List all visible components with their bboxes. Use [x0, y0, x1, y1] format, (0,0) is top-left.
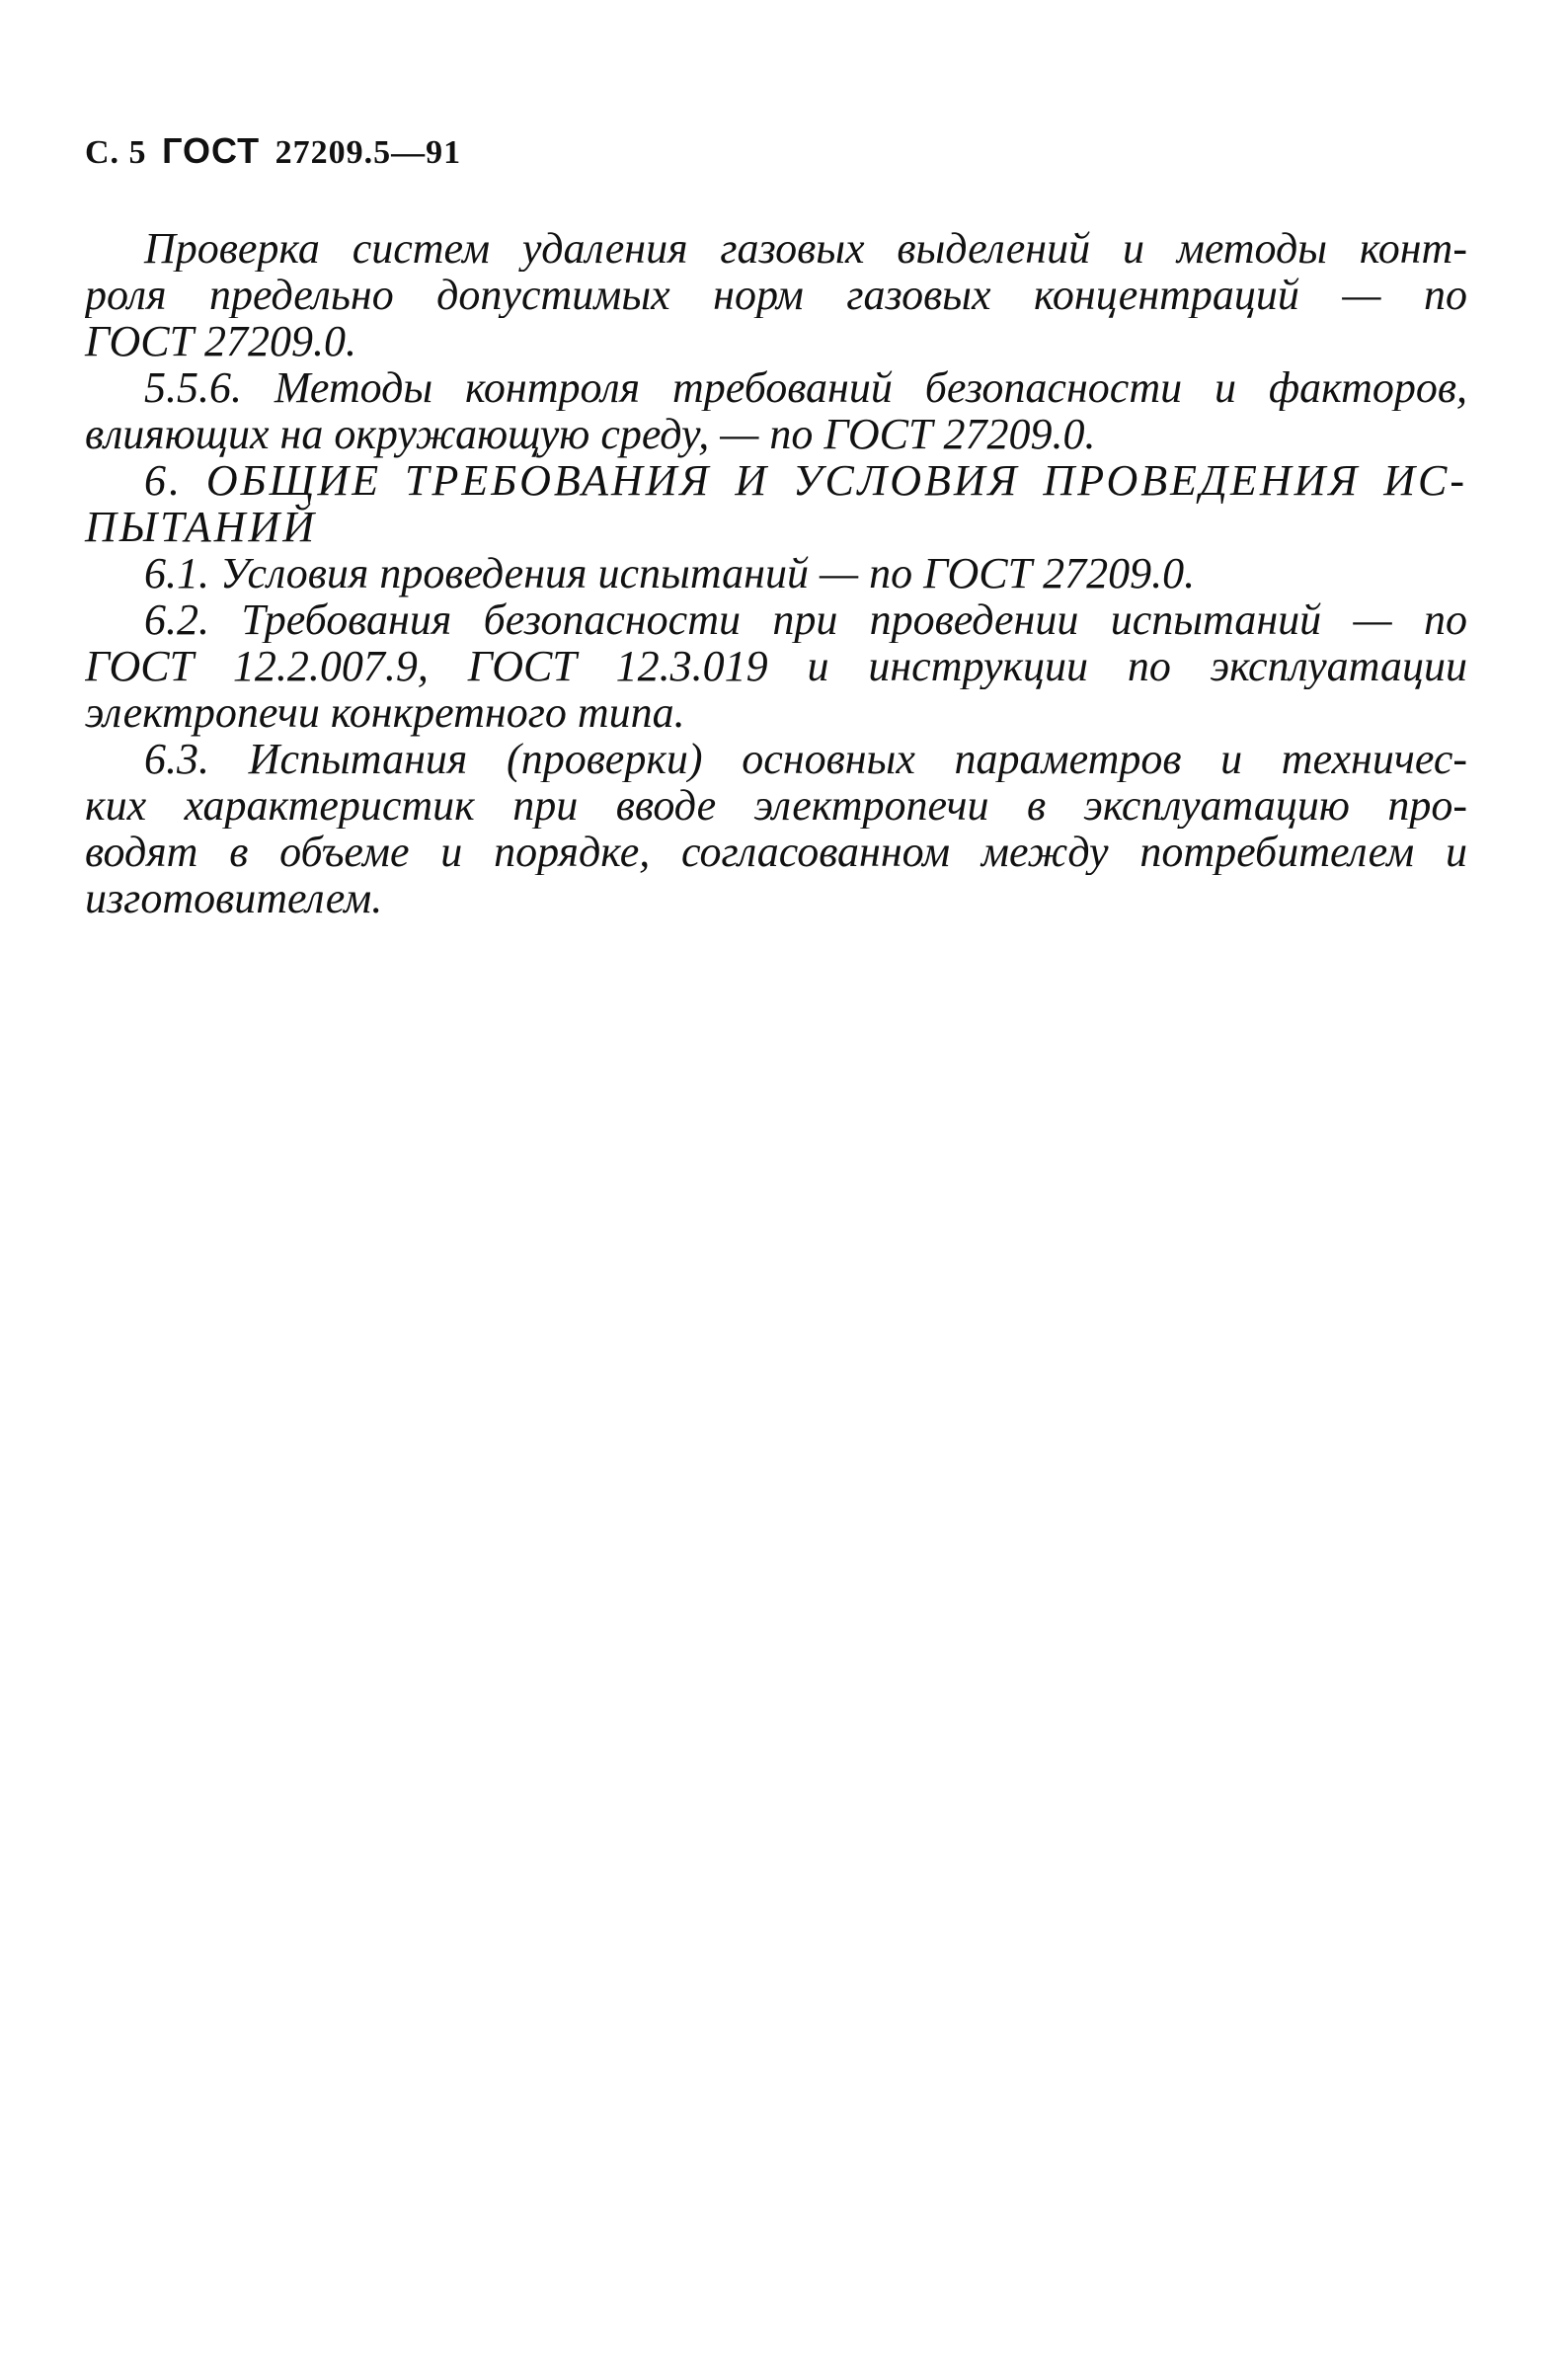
paragraph-gas-check-line-3: ГОСТ 27209.0.: [85, 317, 357, 365]
section-6-heading-line-2: ПЫТАНИЙ: [85, 503, 318, 551]
clause-6-2-line-2: ГОСТ 12.2.007.9, ГОСТ 12.3.019 и инструкции по эксплуатации: [85, 643, 1467, 689]
page-number: С. 5: [85, 134, 147, 171]
section-6-heading-line-1: 6. ОБЩИЕ ТРЕБОВАНИЯ И УСЛОВИЯ ПРОВЕДЕНИЯ ИС-: [144, 457, 1467, 504]
clause-6-2-line-3: электропечи конкретного типа.: [85, 688, 685, 737]
clause-6-3-line-1: 6.3. Испытания (проверки) основных параметров и техничес-: [144, 736, 1467, 782]
paragraph-gas-check-line-1: Проверка систем удаления газовых выделений и методы конт-: [144, 225, 1467, 272]
clause-6-1: 6.1. Условия проведения испытаний — по ГОСТ 27209.0.: [144, 549, 1196, 597]
paragraph-gas-check-line-2: роля предельно допустимых норм газовых концентраций — по: [85, 272, 1467, 318]
standard-number: 27209.5—91: [274, 134, 462, 171]
clause-6-3-line-2: ких характеристик при вводе электропечи в эксплуатацию про-: [85, 782, 1467, 829]
clause-6-3-line-4: изготовителем.: [85, 874, 383, 922]
standard-label: ГОСТ: [162, 130, 261, 171]
document-body: [85, 225, 1467, 921]
clause-5-5-6-line-1: 5.5.6. Методы контроля требований безопасности и факторов,: [144, 364, 1467, 411]
clause-6-3-line-3: водят в объеме и порядке, согласованном между потребителем и: [85, 829, 1467, 875]
page-header: [85, 130, 461, 172]
clause-6-2-line-1: 6.2. Требования безопасности при проведении испытаний — по: [144, 596, 1467, 643]
clause-5-5-6-line-2: влияющих на окружающую среду, — по ГОСТ 27209.0.: [85, 410, 1096, 458]
